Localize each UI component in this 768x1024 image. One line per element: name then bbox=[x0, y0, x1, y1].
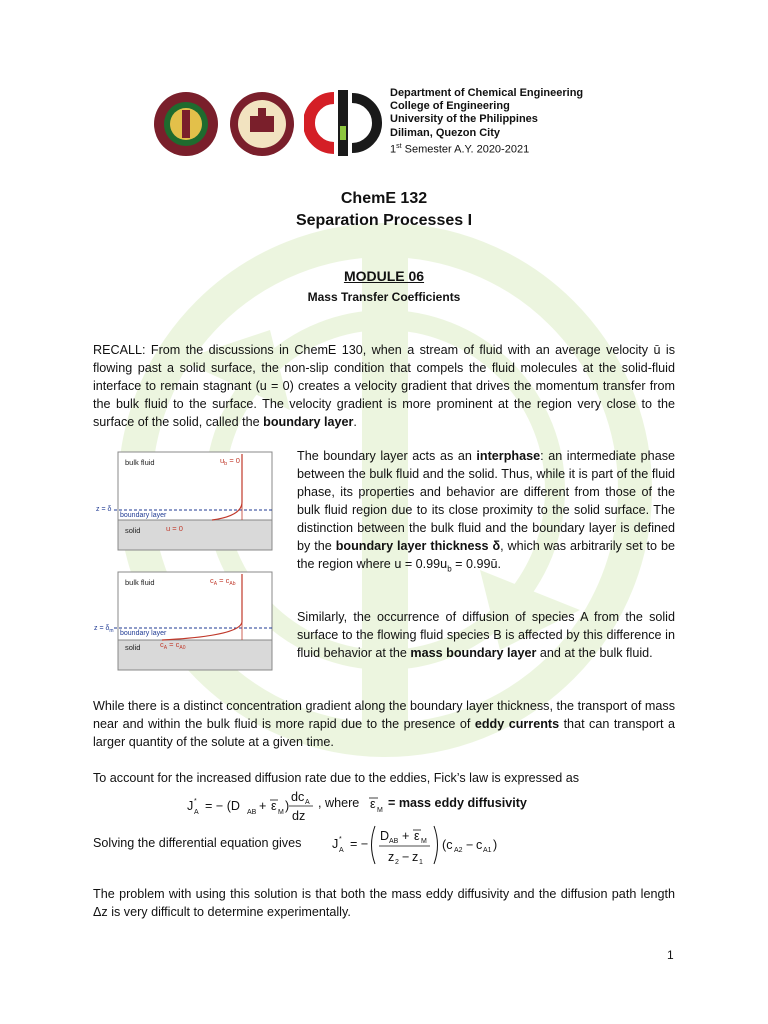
svg-text:AB: AB bbox=[389, 838, 399, 845]
dept-line: University of the Philippines bbox=[390, 113, 538, 126]
fick-intro: To account for the increased diffusion rate due to the eddies, Fick’s law is expressed as bbox=[93, 771, 580, 785]
eddy-diffusivity-label: = mass eddy diffusivity bbox=[388, 796, 527, 810]
fig2-bulk-label: bulk fluid bbox=[125, 578, 155, 587]
fig1-boundary-label: boundary layer bbox=[120, 512, 167, 519]
svg-text:J: J bbox=[187, 799, 194, 813]
svg-text:A: A bbox=[339, 847, 344, 854]
problem-paragraph: The problem with using this solution is that both the mass eddy diffusivity and the diffusion path length Δz is very difficult to determine experimentally. bbox=[93, 887, 675, 919]
svg-text:A: A bbox=[194, 809, 199, 816]
svg-text:ε: ε bbox=[414, 829, 420, 843]
module-number: MODULE 06 bbox=[343, 268, 425, 284]
svg-text:2: 2 bbox=[395, 859, 399, 866]
svg-text:1: 1 bbox=[419, 859, 423, 866]
dept-line: Department of Chemical Engineering bbox=[390, 87, 584, 99]
semester-line: 1st Semester A.Y. 2020-2021 bbox=[390, 142, 530, 156]
fig1-z-label: z = δ bbox=[96, 506, 112, 513]
svg-text:*: * bbox=[339, 836, 342, 843]
svg-text:z: z bbox=[412, 850, 419, 864]
department-header bbox=[390, 87, 583, 157]
svg-text:): ) bbox=[285, 799, 290, 813]
integrated-equation bbox=[330, 822, 510, 868]
module-title: Mass Transfer Coefficients bbox=[307, 290, 461, 304]
svg-text:+: + bbox=[402, 829, 410, 843]
fig2-bottom-label: $c_A = c_{A0}$ bbox=[160, 640, 186, 651]
svg-text:+: + bbox=[259, 799, 267, 813]
svg-text:−: − bbox=[466, 838, 474, 852]
svg-text:dc: dc bbox=[291, 790, 305, 804]
svg-text:A1: A1 bbox=[483, 847, 492, 854]
svg-text:M: M bbox=[421, 838, 427, 845]
svg-text:A2: A2 bbox=[454, 847, 463, 854]
svg-text:AB: AB bbox=[247, 809, 257, 816]
fig1-ub-label: $u_b = 0$ bbox=[220, 456, 240, 467]
fig1-u0-label: u = 0 bbox=[166, 524, 183, 533]
svg-text:c: c bbox=[476, 838, 483, 852]
svg-text:(c: (c bbox=[442, 838, 453, 852]
svg-text:A: A bbox=[305, 799, 310, 806]
svg-text:D: D bbox=[380, 829, 390, 843]
svg-text:*: * bbox=[194, 798, 197, 805]
course-title: Separation Processes I bbox=[295, 212, 473, 229]
svg-text:= −: = − bbox=[350, 837, 369, 851]
engineering-seal-icon bbox=[228, 90, 296, 158]
where-label: , where bbox=[318, 796, 360, 810]
svg-text:= − (D: = − (D bbox=[205, 799, 240, 813]
svg-text:J: J bbox=[332, 837, 339, 851]
up-seal-icon bbox=[152, 90, 220, 158]
dept-line: Diliman, Quezon City bbox=[390, 126, 501, 139]
fig2-boundary-label: boundary layer bbox=[120, 630, 167, 637]
recall-paragraph: RECALL: From the discussions in ChemE 130, when a stream of fluid with an average velocity ū is flowing past a solid surface, the non-slip condition that compels the fluid molecules at the solid-fluid interface to remain stagnant (u = 0) creates a velocity gradient that drives the momentum transfer from the bulk fluid to the surface. The velocity gradient is more prominent at the region very close to the surface of the solid, called the boundary layer. bbox=[93, 343, 675, 429]
svg-text:): ) bbox=[493, 838, 498, 852]
svg-text:ε: ε bbox=[271, 799, 277, 813]
fig1-solid-label: solid bbox=[125, 526, 141, 535]
fig2-z-label: $z = \delta_m$ bbox=[94, 625, 114, 634]
fig2-top-label: $c_A = c_{Ab}$ bbox=[210, 576, 236, 587]
concentration-boundary-layer-figure bbox=[92, 570, 276, 675]
svg-text:M: M bbox=[377, 807, 383, 814]
svg-text:M: M bbox=[278, 809, 284, 816]
mass-boundary-paragraph: Similarly, the occurrence of diffusion of species A from the solid surface to the flowing fluid species B is affected by this difference in fluid behavior at the mass boundary layer and at the bulk fluid. bbox=[297, 610, 675, 660]
svg-text:z: z bbox=[388, 850, 395, 864]
che-department-logo-icon bbox=[304, 88, 382, 158]
dept-line: College of Engineering bbox=[390, 100, 510, 113]
solving-label: Solving the differential equation gives bbox=[93, 836, 302, 850]
svg-text:ε: ε bbox=[370, 797, 376, 811]
course-code: ChemE 132 bbox=[340, 190, 428, 207]
velocity-boundary-layer-figure bbox=[92, 450, 276, 555]
fig2-solid-label: solid bbox=[125, 643, 141, 652]
boundary-layer-paragraph: The boundary layer acts as an interphase: an intermediate phase between the bulk fluid and the solid. Thus, while it is part of the fluid phase, its properties and behavior are different from those of the bulk fluid region due to its close proximity to the solid surface. The distinction between the bulk fluid and the boundary layer is defined by the boundary layer thickness δ, which was arbitrarily set to be the region where $u = 0.99u_b$ = 0.99ū. bbox=[297, 449, 675, 574]
svg-text:dz: dz bbox=[292, 809, 306, 823]
svg-text:−: − bbox=[402, 850, 410, 864]
page-number: 1 bbox=[667, 948, 674, 962]
eddy-paragraph: While there is a distinct concentration gradient along the boundary layer thickness, the transport of mass near and within the bulk fluid is more rapid due to the presence of eddy currents that can transport a larger quantity of the solute at a given time. bbox=[93, 699, 675, 749]
eddy-diffusivity-symbol bbox=[368, 794, 386, 814]
fig1-bulk-label: bulk fluid bbox=[125, 458, 155, 467]
